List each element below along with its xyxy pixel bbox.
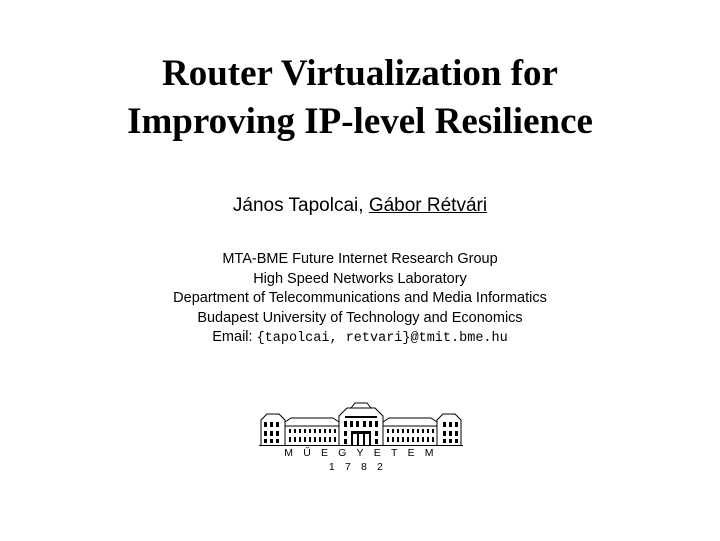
affiliation-university: Budapest University of Technology and Economics xyxy=(197,309,523,326)
affiliation-block xyxy=(0,250,720,349)
university-building-icon xyxy=(259,402,463,446)
affiliation-department: Department of Telecommunications and Media Informatics xyxy=(173,290,547,306)
author-retvari: Gábor Rétvári xyxy=(368,195,488,216)
author-tapolcai: János Tapolcai, xyxy=(232,195,364,216)
affiliation-lab: High Speed Networks Laboratory xyxy=(253,270,467,287)
title-line-1: Router Virtualization for xyxy=(162,53,558,94)
email-address: {tapolcai, retvari}@tmit.bme.hu xyxy=(256,331,508,346)
slide-title xyxy=(0,50,720,146)
university-logo-text: MŰEGYETEM 1782 xyxy=(284,447,444,473)
author-list xyxy=(0,194,720,218)
email-label: Email: xyxy=(212,329,253,345)
title-line-2: Improving IP-level Resilience xyxy=(127,101,593,142)
affiliation-group: MTA-BME Future Internet Research Group xyxy=(222,251,498,267)
email-line xyxy=(0,328,720,349)
